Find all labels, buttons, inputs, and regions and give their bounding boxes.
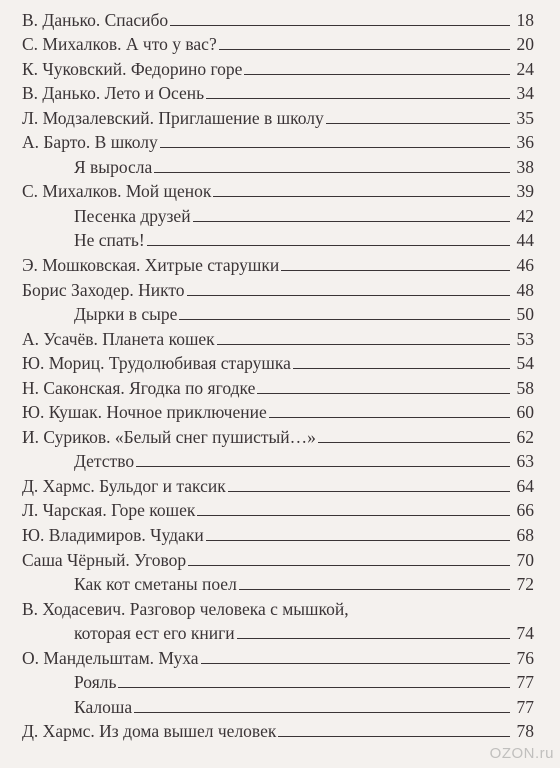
toc-leader-line xyxy=(326,123,510,124)
toc-entry-title: В. Ходасевич. Разговор человека с мышкой, xyxy=(22,598,349,619)
toc-entry-page-number: 36 xyxy=(516,132,534,153)
toc-entry-title: Э. Мошковская. Хитрые старушки xyxy=(22,255,280,276)
toc-leader-line xyxy=(170,25,510,26)
toc-entry-title: О. Мандельштам. Муха xyxy=(22,647,199,668)
toc-leader-line xyxy=(228,491,510,492)
toc-entry-title: Детство xyxy=(22,451,136,471)
toc-entry-page-number: 72 xyxy=(516,574,534,595)
toc-entry-title: Дырки в сыре xyxy=(22,304,179,324)
toc-leader-line xyxy=(219,49,510,50)
toc-entry-title: К. Чуковский. Федорино горе xyxy=(22,58,243,79)
toc-leader-line xyxy=(318,442,510,443)
toc-leader-line xyxy=(179,319,510,320)
toc-entry xyxy=(22,324,534,349)
toc-leader-line xyxy=(118,687,510,688)
toc-entry-title: Я выросла xyxy=(22,157,154,177)
toc-entry-page-number: 74 xyxy=(516,623,534,644)
toc-entry-page-number: 62 xyxy=(516,426,534,447)
toc-leader-line xyxy=(237,638,510,639)
toc-leader-line xyxy=(269,417,510,418)
toc-leader-line xyxy=(197,515,510,516)
toc-entry xyxy=(22,5,534,30)
toc-leader-line xyxy=(206,98,510,99)
toc-entry-page-number: 68 xyxy=(516,525,534,546)
toc-entry-title: Саша Чёрный. Уговор xyxy=(22,549,187,570)
toc-leader-line xyxy=(213,196,510,197)
toc-entry xyxy=(22,128,534,153)
toc-entry xyxy=(22,496,534,521)
toc-entry-title: А. Барто. В школу xyxy=(22,132,158,153)
toc-entry-page-number: 35 xyxy=(516,107,534,128)
toc-entry xyxy=(22,717,534,742)
toc-entry-page-number: 64 xyxy=(516,475,534,496)
toc-leader-line xyxy=(281,270,510,271)
toc-entry-title: В. Данько. Спасибо xyxy=(22,9,169,30)
toc-leader-line xyxy=(201,663,510,664)
toc-entry-page-number: 50 xyxy=(516,304,534,325)
toc-entry xyxy=(22,668,534,693)
toc-entry xyxy=(22,422,534,447)
toc-leader-line xyxy=(217,344,510,345)
toc-leader-line xyxy=(193,221,510,222)
toc-entry xyxy=(22,692,534,717)
toc-entry-title: Л. Модзалевский. Приглашение в школу xyxy=(22,107,324,128)
toc-entry-title: С. Михалков. Мой щенок xyxy=(22,181,212,202)
toc-entry xyxy=(22,30,534,55)
toc-entry xyxy=(22,54,534,79)
toc-entry-title: Борис Заходер. Никто xyxy=(22,279,185,300)
toc-entry-page-number: 48 xyxy=(516,279,534,300)
toc-entry-title: И. Суриков. «Белый снег пушистый…» xyxy=(22,426,316,447)
toc-entry-title: Н. Саконская. Ягодка по ягодке xyxy=(22,377,256,398)
toc-entry-title: которая ест его книги xyxy=(22,623,237,643)
toc-leader-line xyxy=(206,540,510,541)
toc-entry xyxy=(22,275,534,300)
toc-entry xyxy=(22,594,534,619)
toc-leader-line xyxy=(147,245,510,246)
toc-entry-page-number: 18 xyxy=(516,9,534,30)
toc-entry xyxy=(22,447,534,472)
toc-leader-line xyxy=(134,712,510,713)
toc-entry xyxy=(22,250,534,275)
toc-entry-page-number: 34 xyxy=(516,83,534,104)
toc-entry xyxy=(22,471,534,496)
toc-leader-line xyxy=(244,74,510,75)
toc-entry xyxy=(22,201,534,226)
toc-entry-title: С. Михалков. А что у вас? xyxy=(22,34,217,55)
toc-entry-page-number: 44 xyxy=(516,230,534,251)
toc-entry-title: Калоша xyxy=(22,697,134,717)
toc-entry-title: А. Усачёв. Планета кошек xyxy=(22,328,215,349)
watermark: OZON.ru xyxy=(489,745,554,762)
toc-entry xyxy=(22,79,534,104)
toc-leader-line xyxy=(187,295,510,296)
toc-entry-page-number: 53 xyxy=(516,328,534,349)
toc-entry-page-number: 24 xyxy=(516,58,534,79)
toc-leader-line xyxy=(257,393,510,394)
toc-entry xyxy=(22,349,534,374)
toc-leader-line xyxy=(239,589,510,590)
toc-entry xyxy=(22,570,534,595)
toc-entry-page-number: 38 xyxy=(516,156,534,177)
toc-entry-page-number: 76 xyxy=(516,647,534,668)
toc-entry-page-number: 42 xyxy=(516,205,534,226)
toc-entry-page-number: 60 xyxy=(516,402,534,423)
toc-entry xyxy=(22,520,534,545)
toc-entry-title: Л. Чарская. Горе кошек xyxy=(22,500,196,521)
toc-entry-page-number: 20 xyxy=(516,34,534,55)
toc-entry xyxy=(22,300,534,325)
toc-entry xyxy=(22,545,534,570)
toc-entry-page-number: 66 xyxy=(516,500,534,521)
toc-entry-title: Д. Хармс. Бульдог и таксик xyxy=(22,475,226,496)
toc-leader-line xyxy=(154,172,510,173)
toc-leader-line xyxy=(136,466,510,467)
toc-entry-page-number: 77 xyxy=(516,696,534,717)
toc-entry xyxy=(22,226,534,251)
toc-entry-title: Ю. Владимиров. Чудаки xyxy=(22,525,204,546)
toc-entry xyxy=(22,152,534,177)
toc-entry-title: В. Данько. Лето и Осень xyxy=(22,83,205,104)
toc-entry-title: Д. Хармс. Из дома вышел человек xyxy=(22,721,277,742)
toc-entry xyxy=(22,398,534,423)
toc-leader-line xyxy=(188,565,510,566)
toc-entry-title: Песенка друзей xyxy=(22,206,193,226)
toc-entry-title: Рояль xyxy=(22,672,118,692)
toc-entry-page-number: 77 xyxy=(516,672,534,693)
toc-entry-page-number: 54 xyxy=(516,353,534,374)
toc-leader-line xyxy=(160,147,510,148)
toc-entry-page-number: 39 xyxy=(516,181,534,202)
toc-entry-page-number: 70 xyxy=(516,549,534,570)
toc-entry xyxy=(22,373,534,398)
toc-entry-page-number: 78 xyxy=(516,721,534,742)
toc-entry xyxy=(22,619,534,644)
toc-entry xyxy=(22,177,534,202)
toc-entry-title: Ю. Кушак. Ночное приключение xyxy=(22,402,267,423)
toc-entry-page-number: 63 xyxy=(516,451,534,472)
toc-entry-title: Как кот сметаны поел xyxy=(22,574,239,594)
toc-entry-title: Ю. Мориц. Трудолюбивая старушка xyxy=(22,353,291,374)
toc-entry-page-number: 58 xyxy=(516,377,534,398)
toc-entry-title: Не спать! xyxy=(22,230,147,250)
toc-entry-page-number: 46 xyxy=(516,255,534,276)
toc-leader-line xyxy=(293,368,510,369)
toc-entry xyxy=(22,643,534,668)
toc-leader-line xyxy=(278,736,510,737)
toc-entry xyxy=(22,103,534,128)
table-of-contents xyxy=(22,5,534,741)
